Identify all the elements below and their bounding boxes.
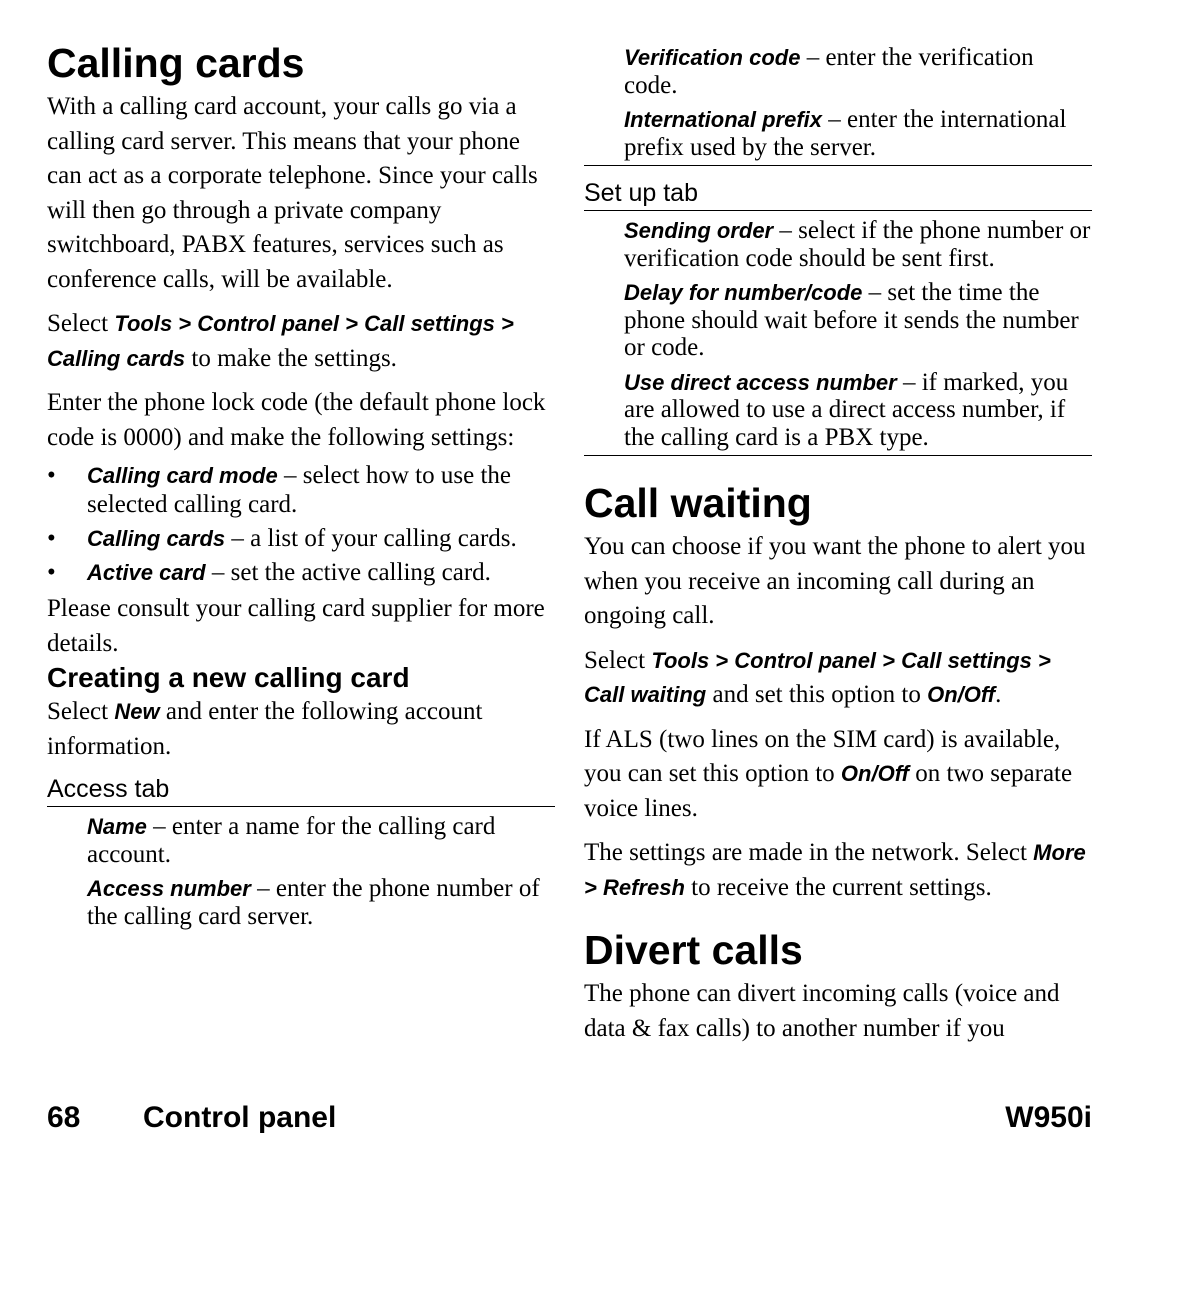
network-pre: The settings are made in the network. Select bbox=[584, 839, 1034, 866]
tab-item bbox=[87, 813, 555, 868]
select-post: . bbox=[995, 681, 1002, 708]
access-tab-items bbox=[47, 813, 555, 930]
bullet-icon: • bbox=[47, 525, 56, 552]
list-text: – a list of your calling cards. bbox=[225, 525, 517, 552]
list-term: Calling cards bbox=[87, 526, 226, 551]
tab-item-text: – set the time the phone should wait before it sends the number or code. bbox=[624, 279, 1079, 361]
select-pre: Select bbox=[47, 310, 115, 337]
section-title: Control panel bbox=[143, 1101, 337, 1134]
tab-item-text: – enter a name for the calling card account. bbox=[87, 813, 496, 868]
menu-path: More > Refresh bbox=[584, 840, 1086, 900]
settings-list bbox=[47, 461, 555, 587]
tab-item-term: Sending order bbox=[624, 218, 774, 243]
heading-creating-new-card: Creating a new calling card bbox=[47, 662, 410, 693]
list-term: Active card bbox=[87, 560, 206, 585]
tab-item-text: – enter the verification code. bbox=[624, 44, 1034, 99]
heading-calling-cards: Calling cards bbox=[47, 40, 305, 86]
lock-code-paragraph: Enter the phone lock code (the default phone lock code is 0000) and make the following settings: bbox=[47, 389, 546, 451]
option-value: On/Off bbox=[927, 682, 996, 707]
heading-call-waiting: Call waiting bbox=[584, 480, 812, 526]
als-paragraph bbox=[584, 723, 1092, 827]
intro-paragraph: With a calling card account, your calls go via a calling card server. This means that your phone can act as a corporate telephone. Since your calls will then go through a private company switchboard, PABX features, services such as conference calls, will be available. bbox=[47, 93, 538, 293]
option-value: On/Off bbox=[840, 761, 909, 786]
list-item bbox=[47, 558, 555, 587]
divert-calls-intro: The phone can divert incoming calls (voice and data & fax calls) to another number if you bbox=[584, 980, 1060, 1042]
heading-divert-calls: Divert calls bbox=[584, 927, 803, 973]
tab-item-term: Use direct access number bbox=[624, 369, 897, 395]
als-pre: If ALS (two lines on the SIM card) is available, you can set this option to bbox=[584, 725, 1061, 787]
als-post: on two separate voice lines. bbox=[584, 760, 1073, 822]
access-tab-continued bbox=[584, 44, 1092, 166]
list-text: – select how to use the selected calling card. bbox=[87, 462, 511, 518]
left-column bbox=[47, 40, 555, 930]
list-item bbox=[47, 461, 555, 519]
consult-paragraph: Please consult your calling card supplier for more details. bbox=[47, 595, 545, 657]
tab-item bbox=[624, 369, 1092, 452]
select-paragraph bbox=[47, 307, 555, 376]
new-term: New bbox=[114, 699, 160, 724]
tab-item-term: Delay for number/code bbox=[624, 280, 863, 305]
tab-item-term: Access number bbox=[87, 876, 251, 901]
setup-tab-items bbox=[584, 217, 1092, 456]
tab-item bbox=[87, 875, 555, 930]
tab-item-text: – if marked, you are allowed to use a direct access number, if the calling card is a PBX type. bbox=[624, 368, 1069, 451]
select-pre: Select bbox=[584, 646, 652, 674]
select-post: to make the settings. bbox=[185, 344, 397, 372]
menu-path: Tools > Control panel > Call settings > Calling cards bbox=[47, 311, 514, 371]
network-post: to receive the current settings. bbox=[684, 873, 992, 901]
tab-item-term: Verification code bbox=[624, 45, 801, 70]
select-mid: and set this option to bbox=[706, 681, 928, 708]
new-post: and enter the following account information. bbox=[47, 698, 483, 760]
bullet-icon: • bbox=[47, 559, 56, 586]
page-number: 68 bbox=[47, 1101, 81, 1134]
menu-path: Tools > Control panel > Call settings > Call waiting bbox=[584, 647, 1051, 707]
network-paragraph bbox=[584, 836, 1092, 905]
access-tab-heading: Access tab bbox=[47, 774, 555, 807]
call-waiting-select bbox=[584, 644, 1092, 713]
right-column bbox=[584, 44, 1092, 1046]
tab-item bbox=[624, 279, 1092, 362]
list-item bbox=[47, 524, 555, 553]
setup-tab-heading: Set up tab bbox=[584, 178, 1092, 211]
list-term: Calling card mode bbox=[87, 463, 278, 488]
tab-item-term: Name bbox=[87, 814, 147, 839]
tab-item bbox=[624, 44, 1092, 99]
tab-item-text: – select if the phone number or verification code should be sent first. bbox=[624, 217, 1091, 272]
list-text: – set the active calling card. bbox=[205, 559, 491, 586]
call-waiting-intro: You can choose if you want the phone to alert you when you receive an incoming call during an ongoing call. bbox=[584, 533, 1086, 629]
tab-item bbox=[624, 217, 1092, 272]
page-footer bbox=[47, 1098, 1092, 1138]
tab-item-text: – enter the phone number of the calling card server. bbox=[87, 875, 540, 930]
tab-item-text: – enter the international prefix used by the server. bbox=[624, 106, 1067, 161]
tab-item bbox=[624, 106, 1092, 161]
new-pre: Select bbox=[47, 698, 115, 725]
tab-item-term: International prefix bbox=[624, 107, 823, 132]
bullet-icon: • bbox=[47, 462, 56, 489]
model-name: W950i bbox=[1005, 1101, 1092, 1134]
new-card-paragraph bbox=[47, 695, 555, 764]
